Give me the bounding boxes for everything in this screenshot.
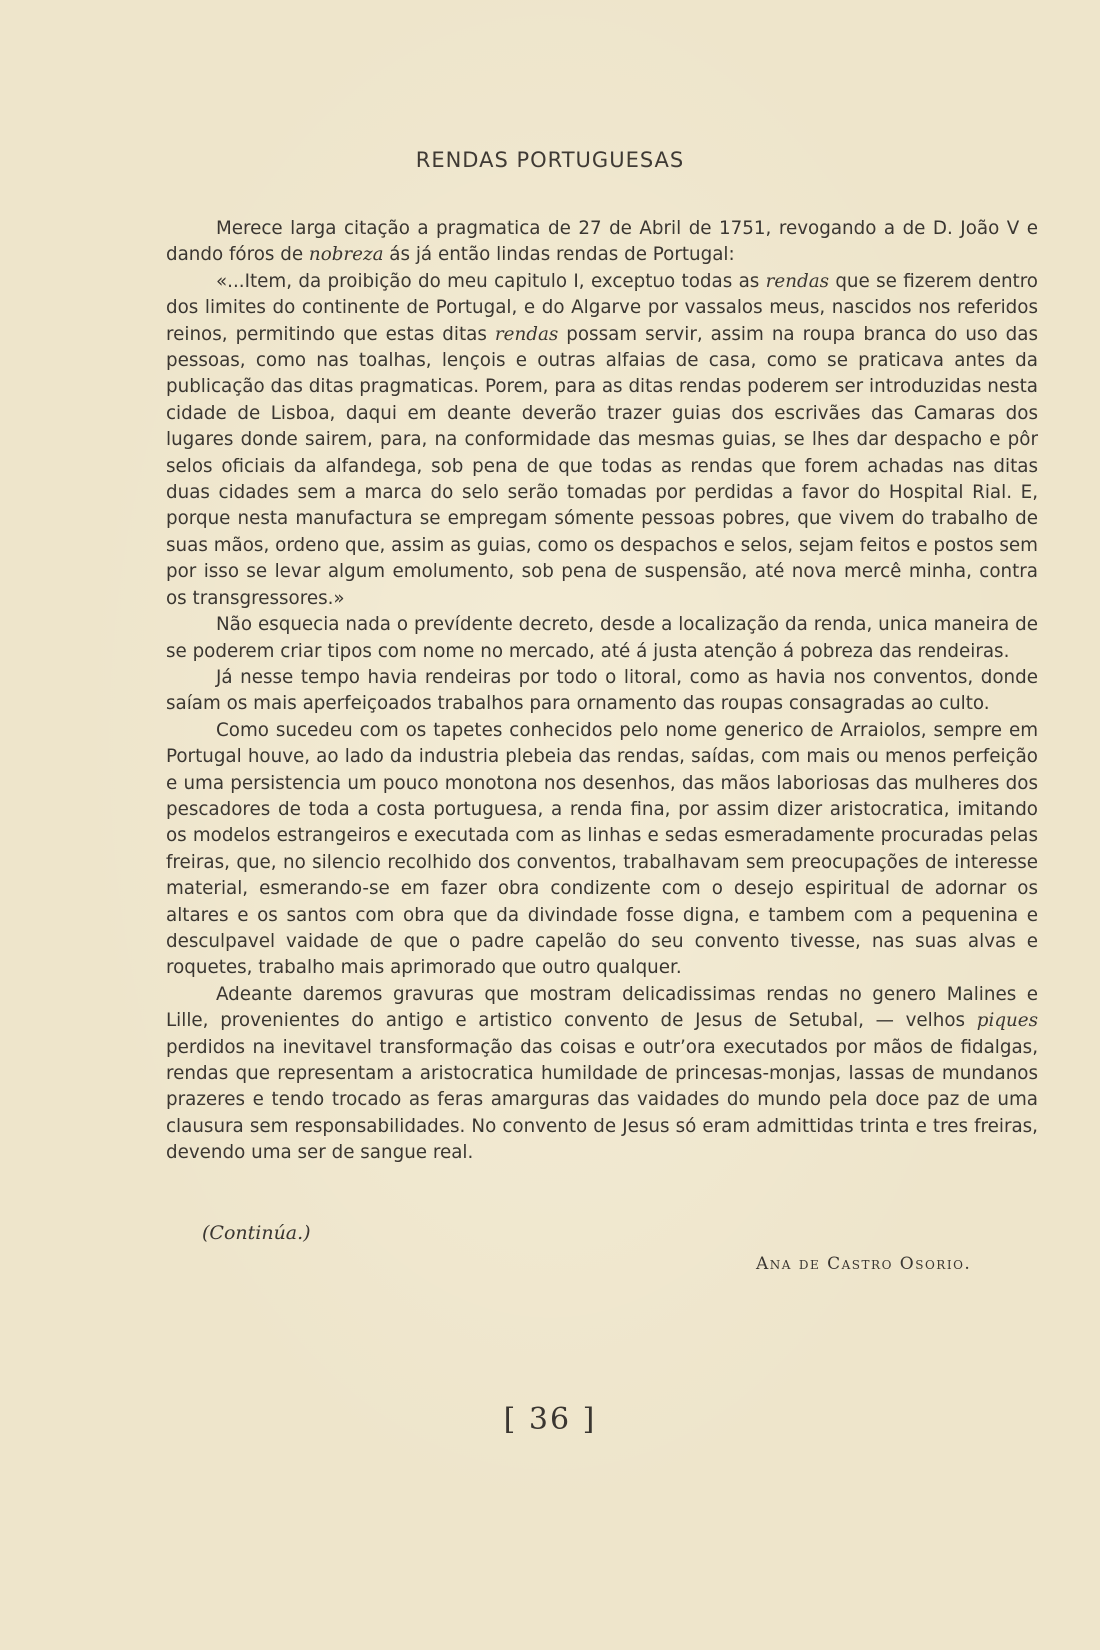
page-number: [ 36 ] (503, 1402, 597, 1437)
text-run: «...Item, da proibição do meu capitulo I, exceptuo todas as (216, 270, 766, 292)
text-run: ás já então lindas rendas de Portugal: (383, 244, 735, 266)
italic-run: piques (976, 1010, 1038, 1032)
text-run: Adeante daremos gravuras que mostram delicadissimas rendas no genero Malines e Lille, provenientes do antigo e artistico convento de Jesus de Setubal, — velhos (166, 983, 1038, 1032)
text-run: perdidos na inevitavel transformação das coisas e outr’ora executados por mãos de fidalgas, rendas que representam a aristocratica humildade de princesas-monjas, lassas de mundanos prazeres e tendo trocado as feras amarguras das vaidades do mundo pela doce paz de uma clausura sem responsabilidades. No convento de Jesus só eram admittidas trinta e tres freiras, devendo uma ser de sangue real. (166, 1036, 1038, 1164)
text-run: possam servir, assim na roupa branca do uso das pessoas, como nas toalhas, lençois e outras alfaias de casa, como se praticava antes da publicação das ditas pragmaticas. Porem, para as ditas rendas poderem ser introduzidas nesta cidade de Lisboa, daqui em deante deverão trazer guias dos escrivães das Camaras dos lugares donde sairem, para, na conformidade das mesmas guias, se lhes dar despacho e pôr selos oficiais da alfandega, sob pena de que todas as rendas que forem achadas nas ditas duas cidades sem a marca do selo serão tomadas por perdidas a favor do Hospital Rial. E, porque nesta manufactura se empregam sómente pessoas pobres, que vivem do trabalho de suas mãos, ordeno que, assim as guias, como os despachos e selos, sejam feitos e postos sem por isso se levar algum emolumento, sob pena de suspensão, até nova mercê minha, contra os transgressores.» (166, 323, 1038, 609)
text-run: Não esquecia nada o prevídente decreto, desde a localização da renda, unica maneira de se poderem criar tipos com nome no mercado, até á justa atenção á pobreza das rendeiras. (166, 614, 1038, 662)
running-head: RENDAS PORTUGUESAS (415, 148, 685, 172)
italic-run: rendas (765, 270, 829, 292)
paragraph (166, 269, 1038, 612)
paragraph (166, 216, 1038, 269)
paragraph (166, 612, 1038, 665)
text-run: Já nesse tempo havia rendeiras por todo o litoral, como as havia nos conventos, donde saíam os mais aperfeiçoados trabalhos para ornamento das roupas consagradas ao culto. (166, 666, 1038, 715)
article-body (166, 216, 1038, 1167)
paragraph (166, 718, 1038, 982)
paragraph (166, 982, 1038, 1167)
text-run: Merece larga citação a pragmatica de 27 de Abril de 1751, revogando a de D. João V e dando fóros de (166, 218, 1038, 266)
italic-run: rendas (494, 323, 559, 345)
paragraph (166, 665, 1038, 718)
continued-note: (Continúa.) (202, 1222, 311, 1244)
italic-run: nobreza (308, 244, 384, 266)
text-run: Como sucedeu com os tapetes conhecidos pelo nome generico de Arraiolos, sempre em Portugal houve, ao lado da industria plebeia das rendas, saídas, com mais ou menos perfeição e uma persistencia um pouco monotona nos desenhos, das mãos laboriosas das mulheres dos pescadores de toda a costa portuguesa, a renda fina, por assim dizer aristocratica, imitando os modelos estrangeiros e executada com as linhas e sedas esmeradamente procuradas pelas freiras, que, no silencio recolhido dos conventos, trabalhavam sem preocupações de interesse material, esmerando-se em fazer obra condizente com o desejo espiritual de adornar os altares e os santos com obra que da divindade fosse digna, e tambem com a pequenina e desculpavel vaidade de que o padre capelão do seu convento tivesse, nas suas alvas e roquetes, trabalho mais aprimorado que outro qualquer. (166, 719, 1038, 979)
author-signature: Ana de Castro Osorio. (756, 1254, 972, 1274)
text-run: que se fizerem dentro dos limites do continente de Portugal, e do Algarve por vassalos meus, nascidos nos referidos reinos, permitindo que estas ditas (166, 270, 1038, 345)
